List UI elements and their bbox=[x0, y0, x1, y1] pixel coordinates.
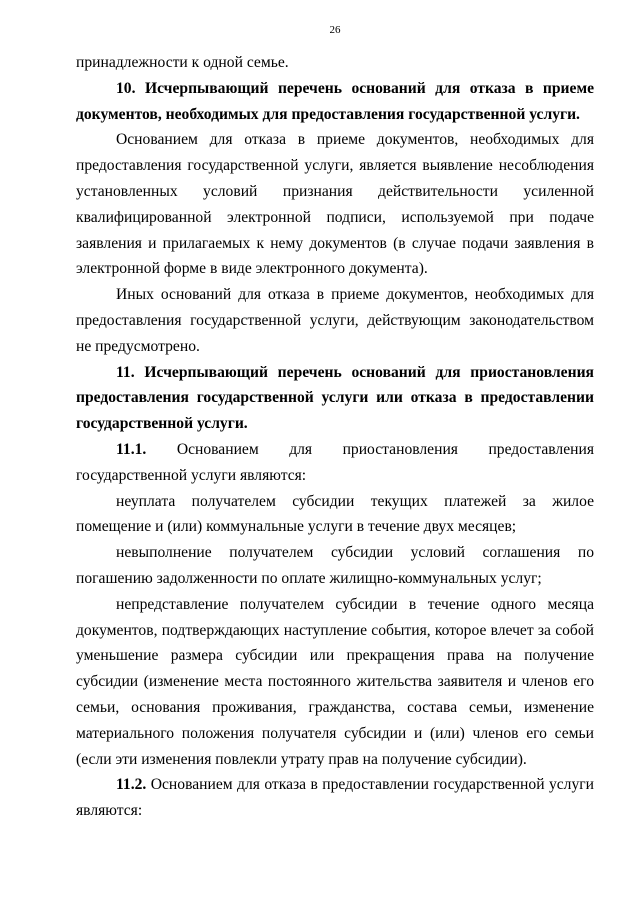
paragraph-no-other-grounds: Иных оснований для отказа в приеме документов, необходимых для предоставления государственной услуги, действующим законодательством не предусмотрено. bbox=[76, 286, 594, 355]
paragraph-agreement-breach: невыполнение получателем субсидии условий соглашения по погашению задолженности по оплате жилищно-коммунальных услуг; bbox=[76, 544, 594, 587]
paragraph-continuation: принадлежности к одной семье. bbox=[76, 54, 289, 71]
clause-text-11-2: Основанием для отказа в предоставлении государственной услуги являются: bbox=[76, 776, 594, 820]
clause-number-11-2: 11.2. bbox=[116, 776, 147, 794]
paragraph-11-1 bbox=[76, 437, 594, 489]
paragraph-refusal-grounds: Основанием для отказа в приеме документов, необходимых для предоставления государственной услуги, является выявление несоблюдения установленных условий признания действительности усиленной квалифицированной электронной подписи, используемой при подаче заявления и прилагаемых к нему документов (в случае подачи заявления в электронной форме в виде электронного документа). bbox=[76, 131, 594, 278]
clause-text-11-1: Основанием для приостановления предоставления государственной услуги являются: bbox=[76, 440, 594, 484]
paragraph-nonpayment: неуплата получателем субсидии текущих платежей за жилое помещение и (или) коммунальные услуги в течение двух месяцев; bbox=[76, 492, 594, 536]
page-number: 26 bbox=[329, 24, 341, 36]
paragraph-11-2 bbox=[76, 772, 594, 824]
section-heading-10: 10. Исчерпывающий перечень оснований для отказа в приеме документов, необходимых для предоставления государственной услуги. bbox=[76, 79, 594, 123]
clause-number-11-1: 11.1. bbox=[116, 440, 147, 458]
paragraph-no-documents: непредставление получателем субсидии в течение одного месяца документов, подтверждающих наступление события, которое влечет за собой уменьшение размера субсидии или прекращения права на получение субсидии (изменение места постоянного жительства заявителя и членов его семьи, основания проживания, гражданства, состава семьи, изменение материального положения получателя субсидии и (или) членов его семьи (если эти изменения повлекли утрату прав на получение субсидии). bbox=[76, 595, 594, 768]
section-heading-11: 11. Исчерпывающий перечень оснований для приостановления предоставления государственной услуги или отказа в предоставлении государственной услуги. bbox=[76, 363, 594, 433]
